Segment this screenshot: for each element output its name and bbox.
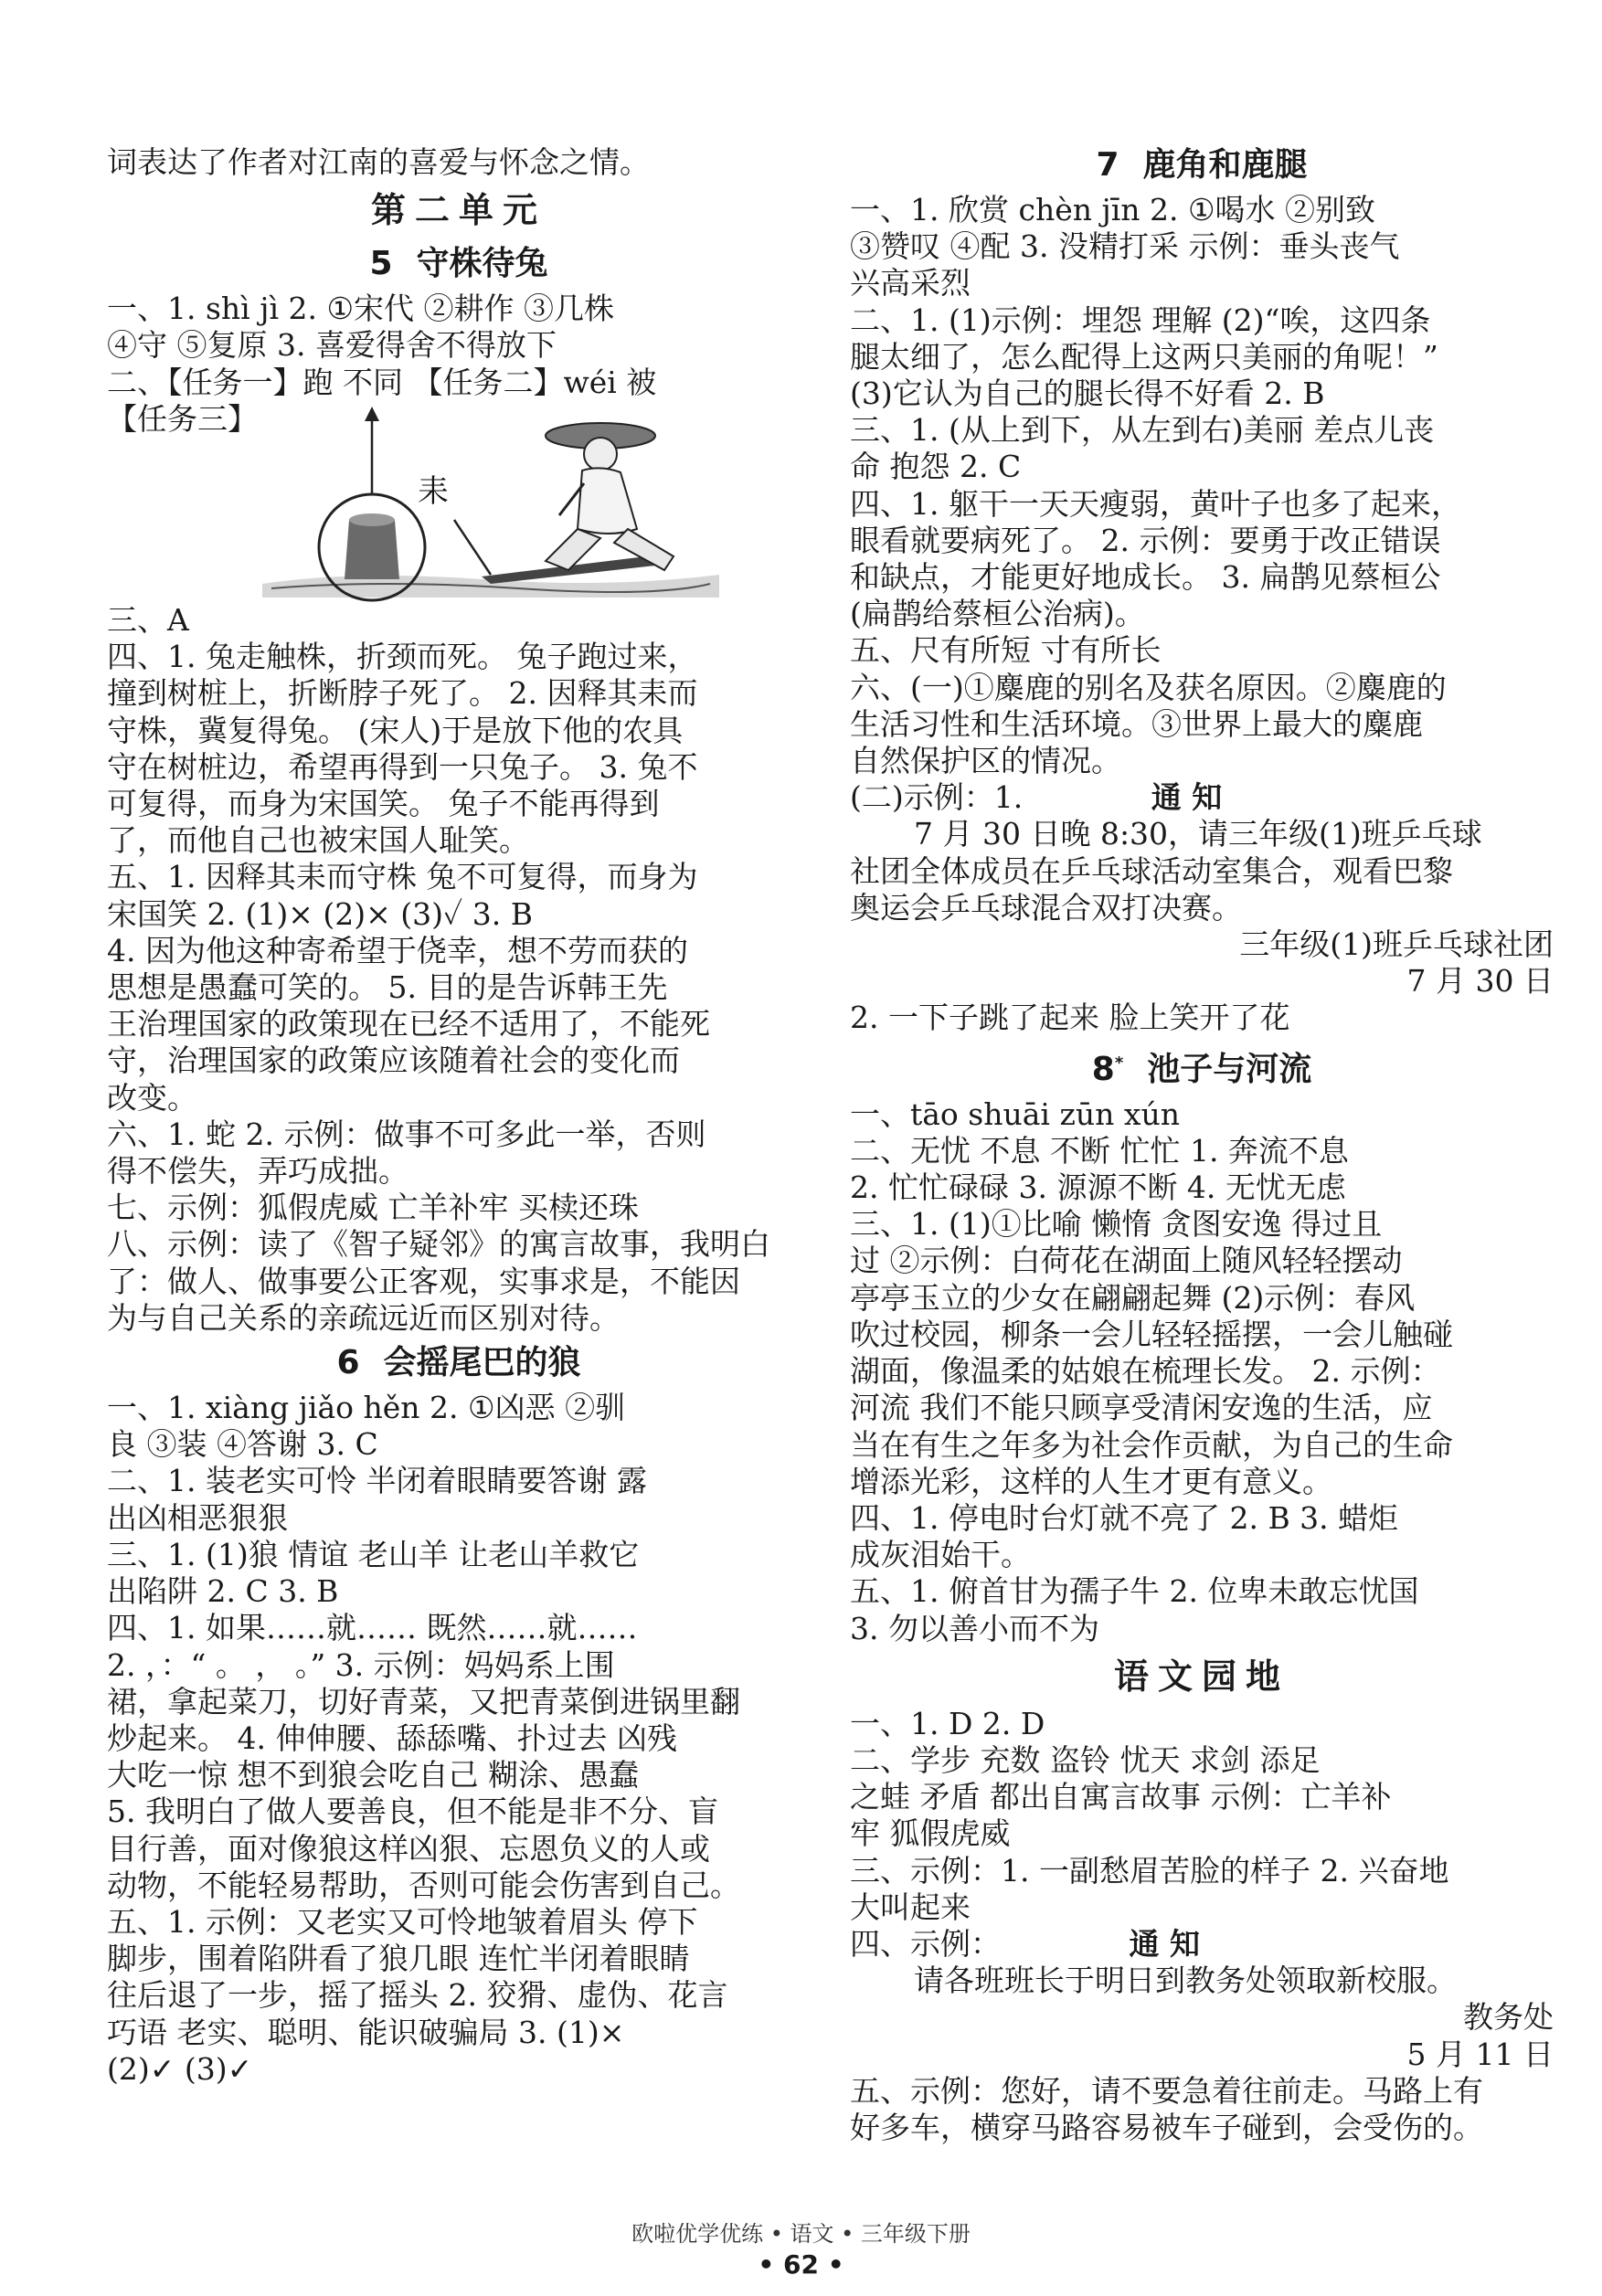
answer-line: 二、1. 装老实可怜 半闭着眼睛要答谢 露 xyxy=(107,1463,647,1499)
answer-line: 吹过校园，柳条一会儿轻轻摇摆，一会儿触碰 xyxy=(850,1316,1453,1352)
answer-line: 腿太细了，怎么配得上这两只美丽的角呢！” xyxy=(850,338,1438,375)
answer-line: 5. 我明白了做人要善良，但不能是非不分、盲 xyxy=(107,1793,718,1830)
notice-1-date: 7 月 30 日 xyxy=(1406,963,1554,1000)
lesson-5-number: 5 xyxy=(369,245,393,283)
answer-line: 四、1. 停电时台灯就不亮了 2. B 3. 蜡炬 xyxy=(850,1499,1399,1536)
answer-line: 过 ②示例：白荷花在湖面上随风轻轻摆动 xyxy=(850,1243,1403,1279)
answer-line: 巧语 老实、聪明、能识破骗局 3. (1)× xyxy=(107,2014,625,2050)
answer-line: 八、示例：读了《智子疑邻》的寓言故事，我明白 xyxy=(107,1226,770,1263)
answer-line: 自然保护区的情况。 xyxy=(850,743,1121,779)
answer-line: 一、1. D 2. D xyxy=(850,1705,1045,1741)
answer-line: 兴高采烈 xyxy=(850,265,971,302)
answer-line: 命 抱怨 2. C xyxy=(850,449,1022,485)
unit-title: 第二单元 xyxy=(370,189,546,231)
answer-line: 三、A xyxy=(107,602,189,639)
lesson-8-heading xyxy=(850,1039,1554,1095)
answer-line: 王治理国家的政策现在已经不适用了，不能死 xyxy=(107,1006,710,1042)
answer-line: 宋国笑 2. (1)× (2)× (3)✓ 3. B xyxy=(107,895,533,932)
answer-line: 三、示例：1. 一副愁眉苦脸的样子 2. 兴奋地 xyxy=(850,1852,1449,1889)
answer-line: 思想是愚蠢可笑的。 5. 目的是告诉韩王先 xyxy=(107,969,668,1006)
answer-line: 为与自己关系的亲疏远近而区别对待。 xyxy=(107,1299,620,1336)
answer-line: 四、1. 躯干一天天瘦弱，黄叶子也多了起来， xyxy=(850,485,1461,522)
answer-line: 六、(一)①麋鹿的别名及获名原因。②麋鹿的 xyxy=(850,669,1447,705)
garden-title: 语文园地 xyxy=(1113,1655,1289,1697)
answer-line: 三、1. (从上到下，从左到右)美丽 差点儿丧 xyxy=(850,412,1435,449)
answer-line: 生活习性和生活环境。③世界上最大的麋鹿 xyxy=(850,705,1423,742)
farmer-head xyxy=(584,438,617,471)
answer-line: 五、示例：您好，请不要急着往前走。马路上有 xyxy=(850,2072,1483,2109)
lesson-8-mark: * xyxy=(1114,1053,1124,1073)
answer-line: 撞到树桩上，折断脖子死了。 2. 因释其耒而 xyxy=(107,675,698,712)
answer-line: ③赞叹 ④配 3. 没精打采 示例：垂头丧气 xyxy=(850,228,1400,265)
answer-line: 守株，冀复得兔。 (宋人)于是放下他的农具 xyxy=(107,712,684,748)
lesson-7-heading xyxy=(850,141,1554,190)
answer-line: 守，治理国家的政策应该随着社会的变化而 xyxy=(107,1042,680,1079)
answer-line: 改变。 xyxy=(107,1079,197,1116)
answer-line: 社团全体成员在乒乓球活动室集合，观看巴黎 xyxy=(850,852,1453,889)
lesson-7-last-answer: 2. 一下子跳了起来 脸上笑开了花 xyxy=(850,1000,1290,1036)
farmer-stump-illustration xyxy=(244,401,737,611)
illustration xyxy=(107,438,811,593)
arrow-head-stump xyxy=(365,407,379,421)
footer-book-title: 欧啦优学优练 • 语文 • 三年级下册 xyxy=(631,2221,971,2247)
lesson-8-number: 8* xyxy=(1091,1050,1124,1088)
answer-line: 良 ③装 ④答谢 3. C xyxy=(107,1426,378,1463)
answer-line: 奥运会乒乓球混合双打决赛。 xyxy=(850,889,1242,926)
answer-line: 往后退了一步，摇了摇头 2. 狡猾、虚伪、花言 xyxy=(107,1977,728,2014)
answer-line: 一、tāo shuāi zūn xún xyxy=(850,1095,1180,1132)
answer-line: 一、1. xiàng jiǎo hěn 2. ①凶恶 ②驯 xyxy=(107,1390,626,1426)
answer-line: 【任务三】 xyxy=(107,400,258,437)
answer-line: 动物，不能轻易帮助，否则可能会伤害到自己。 xyxy=(107,1867,740,1903)
lesson-7-title: 鹿角和鹿腿 xyxy=(1142,146,1308,184)
answer-line: 二、无忧 不息 不断 忙忙 1. 奔流不息 xyxy=(850,1132,1349,1169)
answer-line: 二、学步 充数 盗铃 忧天 求剑 添足 xyxy=(850,1741,1321,1778)
answer-line: 四、1. 兔走触株，折颈而死。 兔子跑过来， xyxy=(107,639,698,675)
answer-line: 得不偿失，弄巧成拙。 xyxy=(107,1153,408,1190)
answer-line: 牢 狐假虎威 xyxy=(850,1815,1011,1852)
answer-line: 4. 因为他这种寄希望于侥幸，想不劳而获的 xyxy=(107,932,688,968)
answer-line: 七、示例：狐假虎威 亡羊补牢 买椟还珠 xyxy=(107,1190,639,1226)
answer-line: 2. 忙忙碌碌 3. 源源不断 4. 无忧无虑 xyxy=(850,1169,1346,1206)
answer-line: 出凶相恶狠狠 xyxy=(107,1499,288,1536)
answer-line: 五、1. 示例：又老实又可怜地皱着眉头 停下 xyxy=(107,1903,698,1940)
answer-line: 六、1. 蛇 2. 示例：做事不可多此一举，否则 xyxy=(107,1116,706,1152)
garden-last-answers xyxy=(850,2073,1554,2146)
notice-1-body xyxy=(850,816,1554,926)
right-column xyxy=(850,144,1554,2146)
answer-line: 了：做人、做事要公正客观，实事求是，不能因 xyxy=(107,1263,740,1299)
answer-line: 好多车，横穿马路容易被车子碰到，会受伤的。 xyxy=(850,2109,1483,2145)
lesson-7-answers xyxy=(850,192,1554,779)
answer-line: 四、1. 如果……就…… 既然……就…… xyxy=(107,1610,638,1646)
answer-line: 一、1. shì jì 2. ①宋代 ②耕作 ③几株 xyxy=(107,291,615,327)
lesson-8-title: 池子与河流 xyxy=(1147,1050,1312,1088)
page-number: • 62 • xyxy=(758,2249,844,2280)
answer-line: 目行善，面对像狼这样凶狠、忘恩负义的人或 xyxy=(107,1830,710,1867)
answer-line: 2. ，：“ 。 ， 。” 3. 示例：妈妈系上围 xyxy=(107,1646,615,1683)
answer-line: 和缺点，才能更好地成长。 3. 扁鹊见蔡桓公 xyxy=(850,559,1441,596)
lesson-6-answers xyxy=(107,1390,811,2088)
answer-line: 眼看就要病死了。 2. 示例：要勇于改正错误 xyxy=(850,522,1441,558)
notice-1-prefix: (二)示例：1. xyxy=(850,779,1024,816)
answer-line: 五、1. 因释其耒而守株 兔不可复得，而身为 xyxy=(107,859,698,895)
answer-line: (扁鹊给蔡桓公治病)。 xyxy=(850,596,1145,632)
answer-line: 当在有生之年多为社会作贡献，为自己的生命 xyxy=(850,1426,1453,1463)
notice-2-title: 通 知 xyxy=(1129,1925,1200,1962)
notice-2-body: 请各班班长于明日到教务处领取新校服。 xyxy=(914,1963,1457,1999)
notice-2-prefix: 四、示例： xyxy=(850,1925,1001,1962)
answer-line: 二、1. (1)示例：埋怨 理解 (2)“唉，这四条 xyxy=(850,302,1431,338)
answer-line: 一、1. 欣赏 chèn jīn 2. ①喝水 ②别致 xyxy=(850,192,1376,227)
answer-line: 了，而他自己也被宋国人耻笑。 xyxy=(107,822,529,859)
answer-line: 守在树桩边，希望再得到一只兔子。 3. 兔不 xyxy=(107,748,698,785)
answer-line: 三、1. (1)①比喻 懒惰 贪图安逸 得过且 xyxy=(850,1206,1383,1243)
notice-2-header xyxy=(850,1926,1554,1963)
lesson-5-heading xyxy=(107,239,811,289)
left-column xyxy=(107,144,811,2088)
answer-line: 成灰泪始干。 xyxy=(850,1537,1031,1573)
answer-line: 之蛙 矛盾 都出自寓言故事 示例：亡羊补 xyxy=(850,1779,1392,1815)
notice-1-title: 通 知 xyxy=(1151,779,1223,816)
answer-line: 炒起来。 4. 伸伸腰、舔舔嘴、扑过去 凶残 xyxy=(107,1719,677,1756)
answer-line: 脚步，围着陷阱看了狼几眼 连忙半闭着眼睛 xyxy=(107,1941,690,1977)
answer-line: 五、1. 俯首甘为孺子牛 2. 位卑未敢忘忧国 xyxy=(850,1573,1419,1610)
answer-line: 二、【任务一】跑 不同 【任务二】wéi 被 xyxy=(107,364,657,400)
lesson-6-heading xyxy=(107,1338,811,1388)
answer-line: 五、尺有所短 寸有所长 xyxy=(850,632,1162,669)
intro-line: 词表达了作者对江南的喜爱与怀念之情。 xyxy=(107,144,650,180)
answer-line: 大吃一惊 想不到狼会吃自己 糊涂、愚蠢 xyxy=(107,1757,639,1793)
notice-1-header xyxy=(850,779,1554,816)
stump-top xyxy=(349,513,395,526)
answer-line: 亭亭玉立的少女在翩翩起舞 (2)示例：春风 xyxy=(850,1279,1416,1316)
answer-line: 可复得，而身为宋国笑。 兔子不能再得到 xyxy=(107,786,660,822)
answer-line: (3)它认为自己的腿长得不好看 2. B xyxy=(850,376,1325,412)
notice-2-date: 5 月 11 日 xyxy=(1406,2036,1554,2072)
answer-line: 7 月 30 日晚 8:30，请三年级(1)班乒乓球 xyxy=(914,816,1482,852)
answer-line: (2)✓ (3)✓ xyxy=(107,2050,253,2087)
answer-line: 增添光彩，这样的人生才更有意义。 xyxy=(850,1463,1332,1499)
lesson-6-number: 6 xyxy=(336,1344,360,1382)
figure-label-plow: 耒 xyxy=(418,473,449,511)
lesson-8-answers xyxy=(850,1096,1554,1647)
lesson-5-title: 守株待兔 xyxy=(416,245,548,283)
answer-line: 大叫起来 xyxy=(850,1889,971,1925)
garden-answers xyxy=(850,1706,1554,1926)
answer-line: 湖面，像温柔的姑娘在梳理长发。 2. 示例： xyxy=(850,1353,1441,1390)
arrow-line-plow xyxy=(454,520,491,575)
lesson-7-number: 7 xyxy=(1096,146,1119,184)
lesson-5-answers-continued xyxy=(107,602,811,1337)
answer-line: 出陷阱 2. C 3. B xyxy=(107,1573,339,1610)
answer-line: 河流 我们不能只顾享受清闲安逸的生活，应 xyxy=(850,1390,1433,1426)
answer-line: 3. 勿以善小而不为 xyxy=(850,1610,1099,1646)
lesson-6-title: 会摇尾巴的狼 xyxy=(383,1344,581,1382)
answer-line: ④守 ⑤复原 3. 喜爱得舍不得放下 xyxy=(107,327,557,364)
farmer-body xyxy=(578,468,637,534)
notice-1-sign: 三年级(1)班乒乓球社团 xyxy=(1239,926,1554,963)
notice-2-sign: 教务处 xyxy=(1463,1999,1554,2036)
answer-line: 三、1. (1)狼 情谊 老山羊 让老山羊救它 xyxy=(107,1536,640,1572)
answer-line: 裙，拿起菜刀，切好青菜，又把青菜倒进锅里翻 xyxy=(107,1683,740,1719)
